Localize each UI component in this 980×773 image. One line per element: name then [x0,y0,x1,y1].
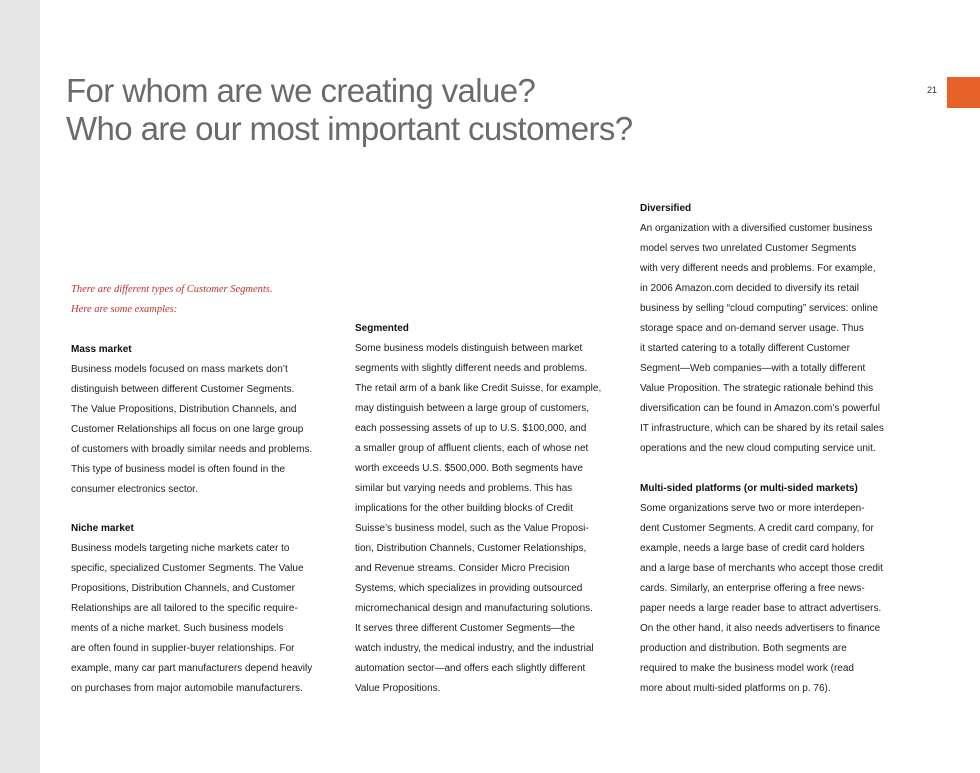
section-diversified [640,199,912,459]
body-line: cards. Similarly, an enterprise offering a free news- [640,583,865,594]
body-line: it started catering to a totally different Customer [640,343,850,354]
body-line: Some business models distinguish between market [355,343,583,354]
body-line: a smaller group of affluent clients, each of whose net [355,443,589,454]
body-line: more about multi-sided platforms on p. 76). [640,683,831,694]
body-line: of customers with broadly similar needs and problems. [71,444,313,455]
body-line: Relationships are all tailored to the specific require- [71,603,298,614]
section-title: Niche market [71,523,134,534]
body-line: On the other hand, it also needs advertisers to finance [640,623,881,634]
body-line: segments with slightly different needs and problems. [355,363,588,374]
body-line: Segment—Web companies—with a totally different [640,363,866,374]
section-title: Mass market [71,344,132,355]
body-line: Systems, which specializes in providing outsourced [355,583,583,594]
body-line: and Revenue streams. Consider Micro Precision [355,563,570,574]
section-niche-market [71,519,343,699]
body-line: Value Proposition. The strategic rationale behind this [640,383,874,394]
body-line: ments of a niche market. Such business models [71,623,284,634]
intro-text [71,280,341,320]
body-line: worth exceeds U.S. $500,000. Both segments have [355,463,583,474]
section-mass-market [71,340,343,500]
body-line: paper needs a large reader base to attract advertisers. [640,603,882,614]
body-line: The Value Propositions, Distribution Channels, and [71,404,297,415]
body-line: diversification can be found in Amazon.com’s powerful [640,403,880,414]
body-line: distinguish between different Customer Segments. [71,384,295,395]
body-line: and a large base of merchants who accept those credit [640,563,883,574]
headline-line-2: Who are our most important customers? [66,110,633,147]
body-line: Suisse’s business model, such as the Value Proposi- [355,523,589,534]
section-body [355,339,627,699]
body-line: on purchases from major automobile manufacturers. [71,683,303,694]
section-body [640,219,912,459]
section-body [71,539,343,699]
body-line: with very different needs and problems. For example, [640,263,876,274]
body-line: watch industry, the medical industry, and the industrial [355,643,594,654]
body-line: An organization with a diversified customer business [640,223,873,234]
page-tab-marker [947,77,980,108]
body-line: required to make the business model work (read [640,663,854,674]
body-line: operations and the new cloud computing service unit. [640,443,876,454]
body-line: dent Customer Segments. A credit card company, for [640,523,874,534]
body-line: tion, Distribution Channels, Customer Relationships, [355,543,587,554]
intro-line-1: There are different types of Customer Segments. [71,284,273,295]
body-line: model serves two unrelated Customer Segments [640,243,857,254]
body-line: implications for the other building blocks of Credit [355,503,573,514]
body-line: business by selling “cloud computing” services: online [640,303,878,314]
body-line: similar but varying needs and problems. This has [355,483,573,494]
page-number: 21 [926,85,937,95]
headline-line-1: For whom are we creating value? [66,72,536,109]
body-line: Propositions, Distribution Channels, and Customer [71,583,295,594]
body-line: automation sector—and offers each slightly different [355,663,586,674]
body-line: example, needs a large base of credit card holders [640,543,865,554]
body-line: Some organizations serve two or more interdepen- [640,503,865,514]
body-line: micromechanical design and manufacturing solutions. [355,603,593,614]
body-line: may distinguish between a large group of customers, [355,403,590,414]
body-line: Business models targeting niche markets cater to [71,543,290,554]
body-line: each possessing assets of up to U.S. $100,000, and [355,423,587,434]
body-line: are often found in supplier-buyer relationships. For [71,643,295,654]
page-left-margin [0,0,40,773]
page-headline [66,72,766,148]
section-title: Segmented [355,323,409,334]
section-title: Multi-sided platforms (or multi-sided markets) [640,483,858,494]
body-line: IT infrastructure, which can be shared by its retail sales [640,423,884,434]
section-body [71,360,343,500]
body-line: It serves three different Customer Segments—the [355,623,575,634]
body-line: consumer electronics sector. [71,484,198,495]
body-line: specific, specialized Customer Segments. The Value [71,563,304,574]
body-line: The retail arm of a bank like Credit Suisse, for example, [355,383,602,394]
body-line: in 2006 Amazon.com decided to diversify its retail [640,283,859,294]
intro-line-2: Here are some examples: [71,304,178,315]
section-body [640,499,912,699]
section-title: Diversified [640,203,692,214]
body-line: This type of business model is often found in the [71,464,286,475]
section-segmented [355,319,627,699]
body-line: production and distribution. Both segments are [640,643,847,654]
body-line: Business models focused on mass markets don’t [71,364,288,375]
body-line: storage space and on-demand server usage. Thus [640,323,864,334]
body-line: Customer Relationships all focus on one large group [71,424,304,435]
body-line: Value Propositions. [355,683,441,694]
body-line: example, many car part manufacturers depend heavily [71,663,313,674]
section-multi-sided [640,479,912,699]
